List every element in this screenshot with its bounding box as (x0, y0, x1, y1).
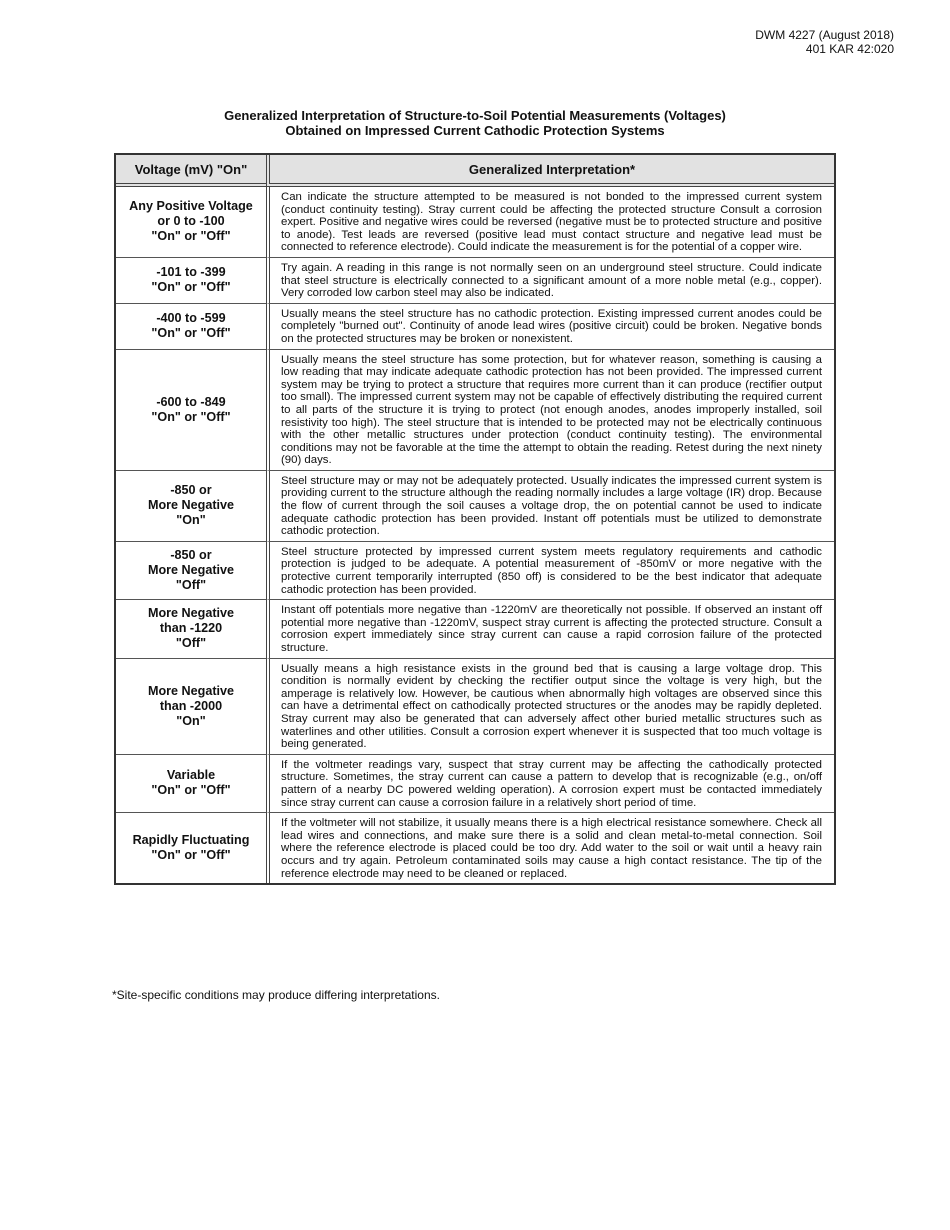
title-line-2: Obtained on Impressed Current Cathodic Protection Systems (285, 123, 665, 138)
voltage-cell: -101 to -399 "On" or "Off" (116, 258, 266, 304)
interpretation-cell: Usually means a high resistance exists in the ground bed that is causing a large voltage drop. This condition is normally evident by checking the rectifier output since the voltage is very high, but the amperage is relatively low. However, be cautious when abnormally high voltages are observed since this can have a detrimental effect on cathodically protected structures or the anodes may be rapidly depleted. Stray current may also be generated that can adversely affect other buried metallic structures such as waterlines and other utilities. Consult a corrosion expert whenever it is suspected that too much voltage is being generated. (266, 659, 834, 755)
title-line-1: Generalized Interpretation of Structure-to-Soil Potential Measurements (Voltages) (224, 108, 726, 123)
document-reference (755, 28, 894, 56)
interpretation-cell: Steel structure may or may not be adequately protected. Usually indicates the impressed current system is providing current to the structure although the reading normally includes a large voltage (IR) drop. Because the flow of current through the soil causes a voltage drop, the on potential cannot be used to indicate adequate cathodic protection has been provided. Instant off potentials must be utilized to demonstrate cathodic protection. (266, 471, 834, 542)
table-row (116, 350, 834, 471)
voltage-cell: More Negative than -1220 "Off" (116, 600, 266, 658)
table-header-row (116, 155, 834, 187)
interpretation-table (114, 153, 836, 885)
interpretation-cell: Can indicate the structure attempted to be measured is not bonded to the impressed current system (conduct continuity testing). Stray current could be affecting the protected structure Consult a corrosion expert. Positive and negative wires could be reversed (negative must be to protected structure and positive to anode). Test leads are reversed (positive lead must contact structure and negative lead must be connected to reference electrode). Could indicate the measurement is for the potential of a copper wire. (266, 187, 834, 258)
table-row (116, 659, 834, 755)
voltage-cell: Variable "On" or "Off" (116, 755, 266, 813)
interpretation-cell: Instant off potentials more negative than -1220mV are theoretically not possible. If observed an instant off potential more negative than -1220mV, suspect stray current is affecting the protected structure. Consult a corrosion expert immediately since stray current can cause a rapid corrosion failure of the protected structure. (266, 600, 834, 658)
table-row (116, 755, 834, 813)
table-row (116, 471, 834, 542)
column-header-voltage: Voltage (mV) "On" (116, 155, 266, 187)
interpretation-cell: Steel structure protected by impressed current system meets regulatory requirements and cathodic protection is judged to be adequate. A potential measurement of -850mV or more negative with the protective current temporarily interrupted (850 off) is considered to be the best indicator that adequate cathodic protection has been provided. (266, 542, 834, 600)
table-row (116, 813, 834, 883)
interpretation-cell: Try again. A reading in this range is not normally seen on an underground steel structure. Could indicate that steel structure is electrically connected to a significant amount of a more noble metal (e.g., copper). Very corroded low carbon steel may also be indicated. (266, 258, 834, 304)
regulation-citation: 401 KAR 42:020 (805, 42, 894, 56)
table-row (116, 600, 834, 658)
table-row (116, 304, 834, 350)
interpretation-cell: Usually means the steel structure has no cathodic protection. Existing impressed current anodes could be completely "burned out". Continuity of anode lead wires (positive circuit) could be broken. Negative bonds on the protected structures may be broken or nonexistent. (266, 304, 834, 350)
voltage-cell: -850 or More Negative "Off" (116, 542, 266, 600)
interpretation-cell: If the voltmeter readings vary, suspect that stray current may be affecting the cathodically protected structure. Sometimes, the stray current can cause a pattern to develop that is recognizable (e.g., on/off pattern of a nearby DC powered welding operation). A corrosion expert must be contacted immediately since stray current can cause a corrosion failure in a relatively short period of time. (266, 755, 834, 813)
interpretation-cell: If the voltmeter will not stabilize, it usually means there is a high electrical resistance somewhere. Check all lead wires and connections, and make sure there is a solid and clean metal-to-metal connection. Soil where the reference electrode is placed could be too dry. Add water to the soil or wait until a heavy rain occurs and try again. Petroleum contaminated soils may cause a high contact resistance. The tip of the reference electrode may need to be cleaned or replaced. (266, 813, 834, 883)
voltage-cell: More Negative than -2000 "On" (116, 659, 266, 755)
footnote: *Site-specific conditions may produce differing interpretations. (112, 988, 440, 1002)
voltage-cell: Any Positive Voltage or 0 to -100 "On" or "Off" (116, 187, 266, 258)
page-title (0, 108, 950, 138)
table-row (116, 187, 834, 258)
voltage-cell: -850 or More Negative "On" (116, 471, 266, 542)
voltage-cell: -600 to -849 "On" or "Off" (116, 350, 266, 471)
table-row (116, 258, 834, 304)
table-row (116, 542, 834, 600)
column-header-interpretation: Generalized Interpretation* (266, 155, 834, 187)
form-id: DWM 4227 (August 2018) (755, 28, 894, 42)
voltage-cell: -400 to -599 "On" or "Off" (116, 304, 266, 350)
voltage-cell: Rapidly Fluctuating "On" or "Off" (132, 833, 250, 863)
interpretation-cell: Usually means the steel structure has some protection, but for whatever reason, something is causing a low reading that may indicate adequate cathodic protection has not been provided. The impressed current system may be trying to protect a structure that requires more current than it can produce (rectifier output too small). The impressed current system may not be capable of effectively distributing the required current to all parts of the structure it is trying to protect (not enough anodes, anodes improperly installed, soil resistivity too high). The steel structure that is intended to be protected may not be electrically continuous with the other metallic structures under protection (conduct continuity testing). The environmental conditions may not be favorable at the time the attempt to obtain the reading. Retest during the next ninety (90) days. (266, 350, 834, 471)
